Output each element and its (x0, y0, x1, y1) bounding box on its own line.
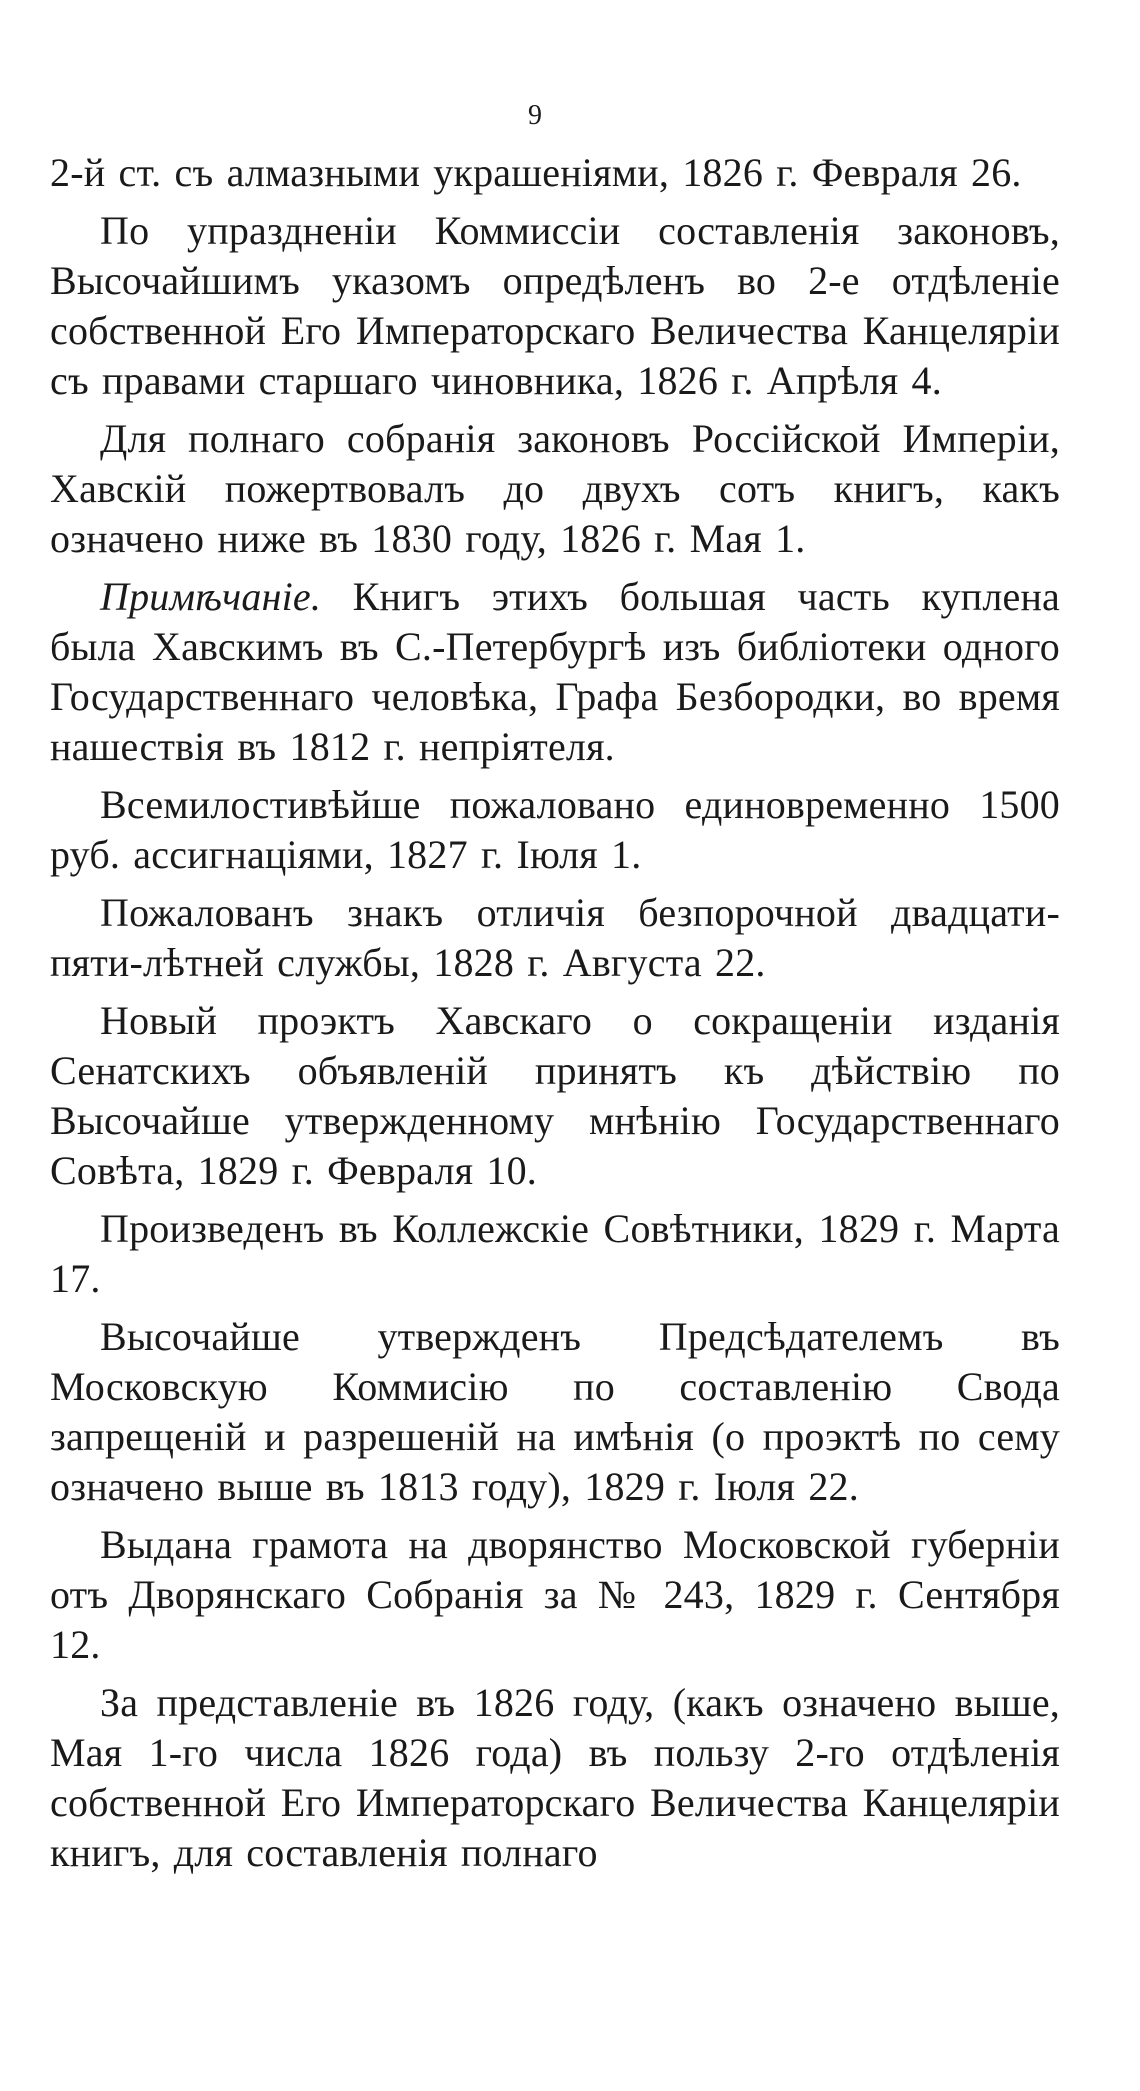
paragraph-book-donation: Для полнаго собранія законовъ Россійской Имперіи, Хавскій пожертвовалъ до двухъ сотъ книгъ, какъ означено ниже въ 1830 году, 1826 г. Мая 1. (50, 416, 1060, 561)
paragraph-service-badge: Пожалованъ знакъ отличія безпорочной двадцати-пяти-лѣтней службы, 1828 г. Августа 22. (50, 890, 1060, 985)
note-label: Примѣчаніе. (100, 574, 322, 619)
paragraph-award-1500: Всемилостивѣйше пожаловано единовременно 1500 руб. ассигнаціями, 1827 г. Іюля 1. (50, 782, 1060, 877)
body-text (50, 148, 1060, 1886)
paragraph-promotion: Произведенъ въ Коллежскіе Совѣтники, 1829 г. Марта 17. (50, 1206, 1060, 1301)
paragraph-commission: По упраздненіи Коммиссіи составленія законовъ, Высочайшимъ указомъ опредѣленъ во 2-е отдѣленіе собственной Его Императорскаго Величества Канцеляріи съ правами старшаго чиновника, 1826 г. Апрѣля 4. (50, 208, 1060, 403)
paragraph-chairman: Высочайше утвержденъ Предсѣдателемъ въ Московскую Коммисію по составленію Свода запрещеній и разрешеній на имѣнія (о проэктѣ по сему означено выше въ 1813 году), 1829 г. Іюля 22. (50, 1314, 1060, 1509)
paragraph-presentation: За представленіе въ 1826 году, (какъ означено выше, Мая 1-го числа 1826 года) въ пользу 2-го отдѣленія собственной Его Императорскаго Величества Канцеляріи книгъ, для составленія полнаго (50, 1680, 1060, 1875)
paragraph-note (50, 572, 1060, 772)
paragraph-nobility-charter: Выдана грамота на дворянство Московской губерніи отъ Дворянскаго Собранія за № 243, 1829 г. Сентября 12. (50, 1522, 1060, 1667)
page-number: 9 (528, 100, 542, 131)
paragraph-continuation: 2-й ст. съ алмазными украшеніями, 1826 г. Февраля 26. (50, 150, 1022, 195)
note-text: Книгъ этихъ большая часть куплена была Хавскимъ въ С.-Петербургѣ изъ библіотеки одного Государственнаго человѣка, Графа Безбородки, во время нашествія въ 1812 г. непріятеля. (50, 574, 1061, 769)
paragraph-new-project: Новый проэктъ Хавскаго о сокращеніи изданія Сенатскихъ объявленій принятъ къ дѣйствію по Высочайше утвержденному мнѣнію Государственнаго Совѣта, 1829 г. Февраля 10. (50, 998, 1060, 1193)
